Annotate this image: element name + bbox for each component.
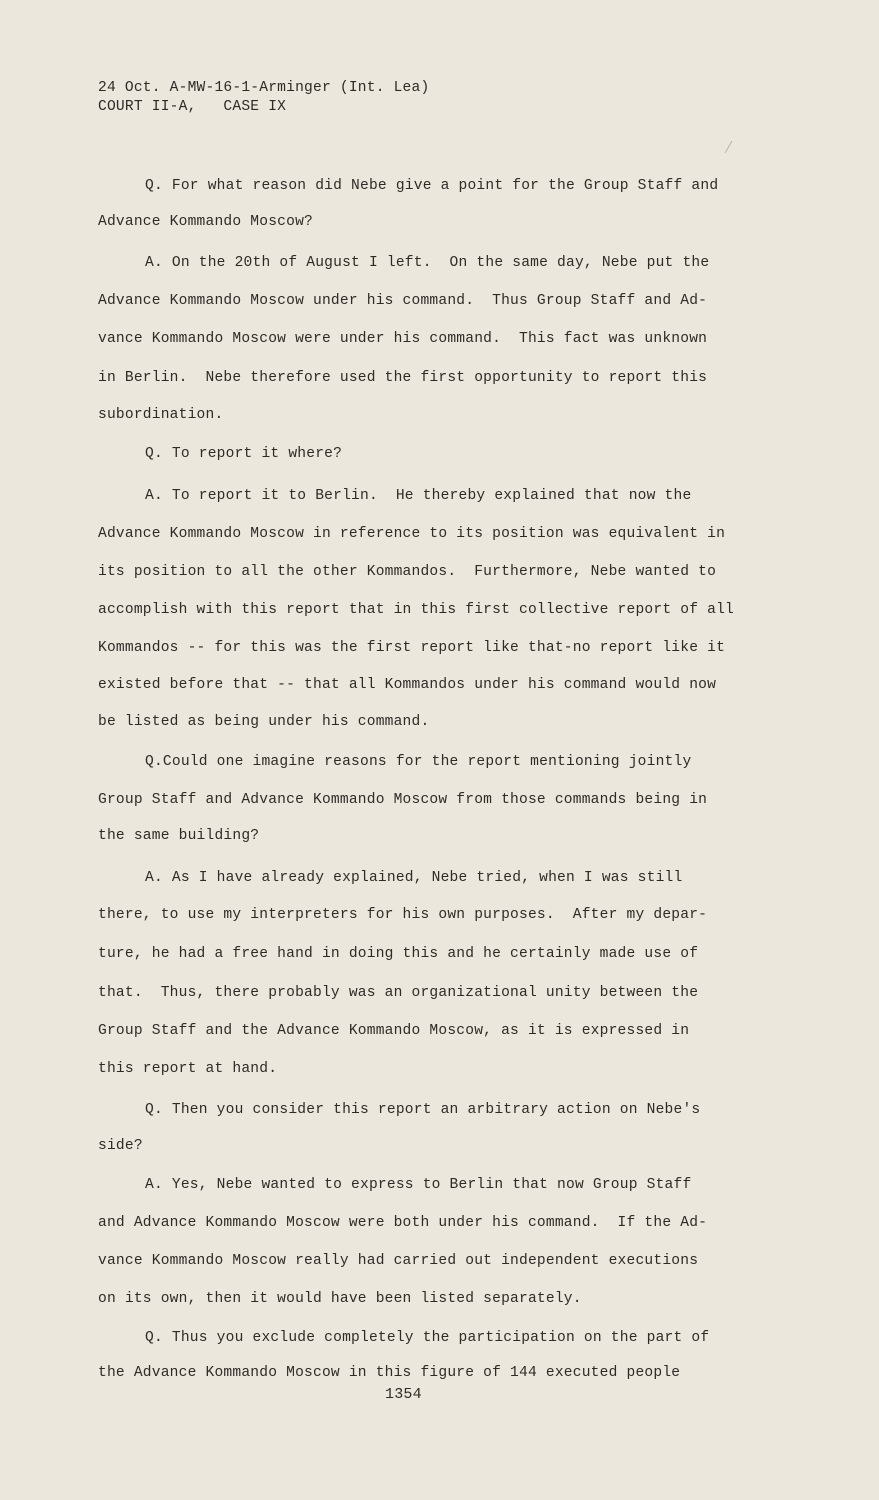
body-line: Q. For what reason did Nebe give a point for the Group Staff and xyxy=(145,178,719,194)
body-line: that. Thus, there probably was an organizational unity between the xyxy=(98,985,699,1001)
body-line: vance Kommando Moscow were under his command. This fact was unknown xyxy=(98,331,708,347)
body-line: its position to all the other Kommandos. Furthermore, Nebe wanted to xyxy=(98,564,717,580)
body-line: in Berlin. Nebe therefore used the first opportunity to report this xyxy=(98,370,708,386)
body-line: vance Kommando Moscow really had carried out independent executions xyxy=(98,1253,699,1269)
body-line: Advance Kommando Moscow? xyxy=(98,214,313,230)
body-line: side? xyxy=(98,1138,143,1154)
body-line: existed before that -- that all Kommandos under his command would now xyxy=(98,677,717,693)
margin-mark xyxy=(725,141,733,154)
body-line: Kommandos -- for this was the first report like that-no report like it xyxy=(98,640,726,656)
body-line: A. As I have already explained, Nebe tried, when I was still xyxy=(145,870,683,886)
body-line: accomplish with this report that in this first collective report of all xyxy=(98,602,734,618)
body-line: on its own, then it would have been listed separately. xyxy=(98,1291,582,1307)
body-line: A. To report it to Berlin. He thereby explained that now the xyxy=(145,488,692,504)
body-line: the Advance Kommando Moscow in this figure of 144 executed people xyxy=(98,1365,681,1381)
body-line: the same building? xyxy=(98,828,260,844)
body-line: Advance Kommando Moscow under his command. Thus Group Staff and Ad- xyxy=(98,293,708,309)
body-line: be listed as being under his command. xyxy=(98,714,430,730)
body-line: Q. To report it where? xyxy=(145,446,343,462)
body-line: Advance Kommando Moscow in reference to its position was equivalent in xyxy=(98,526,726,542)
body-line: there, to use my interpreters for his own purposes. After my depar- xyxy=(98,907,708,923)
body-line: Q. Then you consider this report an arbitrary action on Nebe's xyxy=(145,1102,701,1118)
body-line: subordination. xyxy=(98,407,224,423)
body-line: A. Yes, Nebe wanted to express to Berlin that now Group Staff xyxy=(145,1177,692,1193)
body-line: A. On the 20th of August I left. On the same day, Nebe put the xyxy=(145,255,710,271)
header-line-2: COURT II-A, CASE IX xyxy=(98,99,287,115)
body-line: and Advance Kommando Moscow were both under his command. If the Ad- xyxy=(98,1215,708,1231)
page-number: 1354 xyxy=(385,1386,422,1403)
body-line: Group Staff and Advance Kommando Moscow from those commands being in xyxy=(98,792,708,808)
body-line: ture, he had a free hand in doing this and he certainly made use of xyxy=(98,946,699,962)
header-line-1: 24 Oct. A-MW-16-1-Arminger (Int. Lea) xyxy=(98,80,430,96)
body-line: Group Staff and the Advance Kommando Moscow, as it is expressed in xyxy=(98,1023,690,1039)
body-line: Q.Could one imagine reasons for the report mentioning jointly xyxy=(145,754,692,770)
body-line: Q. Thus you exclude completely the participation on the part of xyxy=(145,1330,710,1346)
body-line: this report at hand. xyxy=(98,1061,278,1077)
